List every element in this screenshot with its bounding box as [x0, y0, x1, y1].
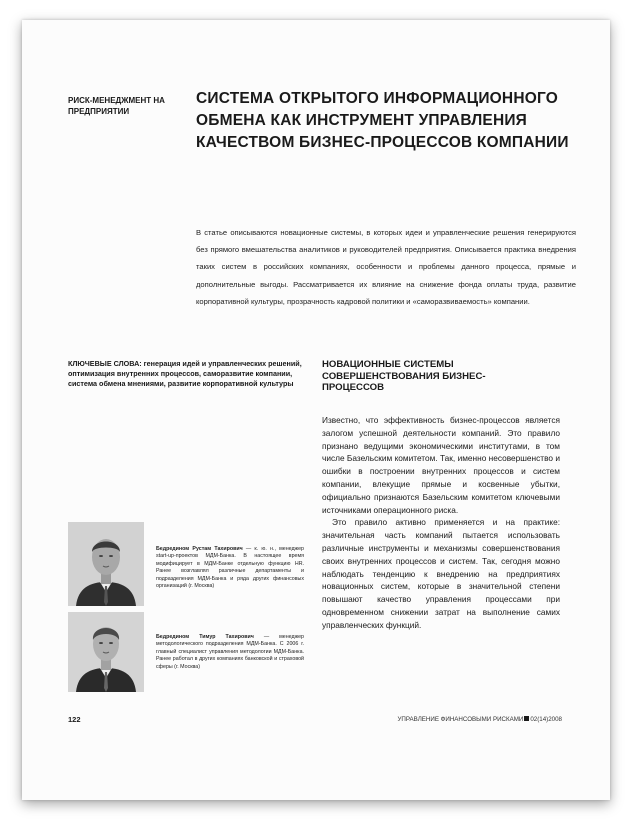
journal-name: УПРАВЛЕНИЕ ФИНАНСОВЫМИ РИСКАМИ: [397, 716, 524, 723]
page-number: 122: [68, 715, 81, 724]
article-title: СИСТЕМА ОТКРЫТОГО ИНФОРМАЦИОННОГО ОБМЕНА КАК ИНСТРУМЕНТ УПРАВЛЕНИЯ КАЧЕСТВОМ БИЗНЕС-ПРОЦЕССОВ КОМПАНИИ: [196, 90, 569, 151]
article-abstract: В статье описываются новационные системы, в которых идеи и управленческие решения генерируются без прямого вмешательства аналитиков и руководителей предприятия. Описывается практика внедрения таких систем в российских компаниях, особенности и проблемы данного процесса, прямые и дополнительные выгоды. Рассматривается их влияние на снижение фонда оплаты труда, развитие корпоративной культуры, прозрачность кадровой политики и «саморазвиваемость» компании.: [196, 228, 576, 306]
author-photo: [68, 612, 144, 692]
author-bio: [156, 546, 304, 590]
author-name: Бедредином Тимур Тахирович: [156, 634, 254, 640]
author-description: — менеджер методологического подразделения МДМ-Банка. С 2006 г. главный специалист управления методологии МДМ-Банка. Ранее работал в других компаниях банковской и страховой сферы (г. Москва): [156, 634, 304, 670]
author-description: — к. ю. н., менеджер start-up-проектов МДМ-Банка. В настоящее время модифицирует в МДМ-Банке отдельную функцию HR. Ранее возглавлял различные департаменты и подразделения МДМ-Банка и ряда других финансовых организаций (г. Москва): [156, 546, 304, 590]
author-name: Бедредином Рустам Тахирович: [156, 546, 243, 552]
section-heading: НОВАЦИОННЫЕ СИСТЕМЫ СОВЕРШЕНСТВОВАНИЯ БИЗНЕС-ПРОЦЕССОВ: [322, 359, 486, 393]
body-text: [322, 414, 560, 632]
body-paragraph: Это правило активно применяется и на практике: значительная часть компаний пытается использовать различные инструменты и механизмы совершенствования своих внутренних процессов и систем. Так, сегодня можно наблюдать тенденцию к внедрению на предприятиях новационных систем, которые в значительной степени повышают качество управления процессами при одновременном снижении затрат на выполнение самих управленческих функций.: [322, 517, 560, 630]
section-label: РИСК-МЕНЕДЖМЕНТ НА ПРЕДПРИЯТИИ: [68, 96, 165, 116]
author-photo: [68, 522, 144, 606]
keywords-block: [68, 359, 314, 389]
square-separator-icon: [524, 716, 529, 721]
running-footer: [380, 716, 562, 723]
keywords-label: КЛЮЧЕВЫЕ СЛОВА:: [68, 359, 142, 368]
author-bio: [156, 634, 304, 671]
keywords-text: генерация идей и управленческих решений, оптимизация внутренних процессов, саморазвитие компании, система обмена мнениями, развитие корпоративной культуры: [68, 359, 302, 388]
issue-number: 02(14)2008: [530, 716, 562, 723]
body-paragraph: Известно, что эффективность бизнес-процессов является залогом успешной деятельности компаний. Это правило признано ведущими экономическими институтами, в том числе Базельским комитетом. Так, именно несовершенство и ошибки в построении внутренних процессов и систем компании, влекущие прямые и косвенные убытки, официально признаются Базельским комитетом ключевыми источниками операционного риска.: [322, 415, 560, 515]
